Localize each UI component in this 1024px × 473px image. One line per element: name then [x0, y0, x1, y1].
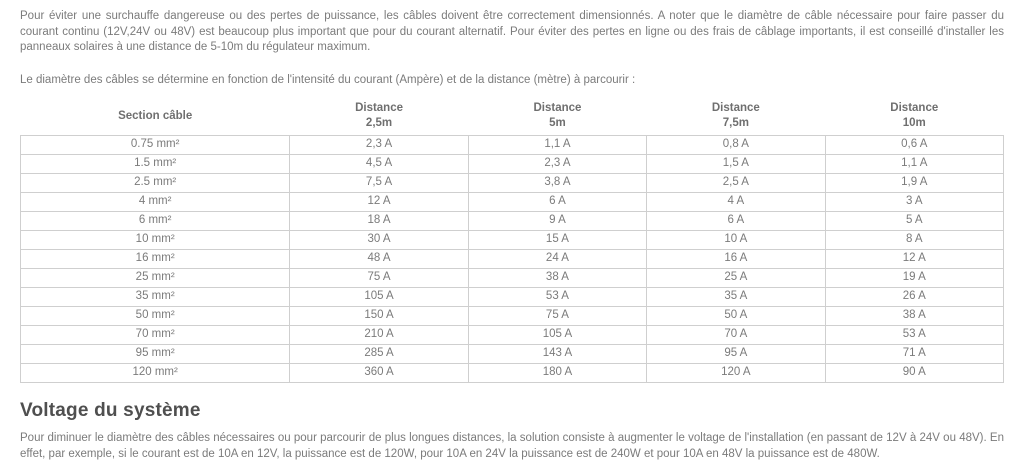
table-row: [21, 231, 1004, 250]
ampere-cell: 15 A: [468, 231, 646, 250]
ampere-cell: 38 A: [468, 269, 646, 288]
ampere-cell: 35 A: [647, 288, 825, 307]
table-row: [21, 364, 1004, 383]
section-cell: 120 mm²: [21, 364, 290, 383]
ampere-cell: 18 A: [290, 212, 468, 231]
table-row: [21, 250, 1004, 269]
section-cell: 1.5 mm²: [21, 155, 290, 174]
ampere-cell: 12 A: [290, 193, 468, 212]
section-cell: 25 mm²: [21, 269, 290, 288]
ampere-cell: 4,5 A: [290, 155, 468, 174]
ampere-cell: 0,8 A: [647, 136, 825, 155]
ampere-cell: 12 A: [825, 250, 1003, 269]
section-cell: 95 mm²: [21, 345, 290, 364]
ampere-cell: 30 A: [290, 231, 468, 250]
ampere-cell: 2,5 A: [647, 174, 825, 193]
ampere-cell: 53 A: [825, 326, 1003, 345]
section-cell: 2.5 mm²: [21, 174, 290, 193]
ampere-cell: 285 A: [290, 345, 468, 364]
ampere-cell: 150 A: [290, 307, 468, 326]
ampere-cell: 105 A: [468, 326, 646, 345]
section-cell: 10 mm²: [21, 231, 290, 250]
ampere-cell: 2,3 A: [290, 136, 468, 155]
ampere-cell: 0,6 A: [825, 136, 1003, 155]
section-cell: 35 mm²: [21, 288, 290, 307]
section-cell: 16 mm²: [21, 250, 290, 269]
ampere-cell: 2,3 A: [468, 155, 646, 174]
ampere-cell: 143 A: [468, 345, 646, 364]
table-row: [21, 326, 1004, 345]
ampere-cell: 105 A: [290, 288, 468, 307]
ampere-cell: 53 A: [468, 288, 646, 307]
ampere-cell: 1,5 A: [647, 155, 825, 174]
ampere-cell: 3,8 A: [468, 174, 646, 193]
distance-label: Distance: [890, 102, 939, 114]
section-cell: 50 mm²: [21, 307, 290, 326]
table-row: [21, 136, 1004, 155]
ampere-cell: 71 A: [825, 345, 1003, 364]
ampere-cell: 38 A: [825, 307, 1003, 326]
section-cell: 6 mm²: [21, 212, 290, 231]
ampere-cell: 6 A: [468, 193, 646, 212]
ampere-cell: 5 A: [825, 212, 1003, 231]
ampere-cell: 70 A: [647, 326, 825, 345]
distance-value: 7,5m: [722, 117, 749, 129]
ampere-cell: 10 A: [647, 231, 825, 250]
voltage-paragraph: Pour diminuer le diamètre des câbles nécessaires ou pour parcourir de plus longues distances, la solution consiste à augmenter le voltage de l'installation (en passant de 12V à 24V ou 48V). En effet, par exemple, si le courant est de 10A en 12V, la puissance est de 120W, pour 10A en 24V la puissance est de 240W et pour 10A en 48V la puissance est de 480W.: [20, 432, 1004, 460]
table-row: [21, 288, 1004, 307]
distance-value: 2,5m: [365, 117, 393, 129]
table-row: [21, 193, 1004, 212]
column-header-distance-5m: [468, 98, 646, 136]
table-row: [21, 269, 1004, 288]
ampere-cell: 180 A: [468, 364, 646, 383]
ampere-cell: 16 A: [647, 250, 825, 269]
ampere-cell: 24 A: [468, 250, 646, 269]
distance-label: Distance: [533, 102, 582, 114]
ampere-cell: 1,1 A: [468, 136, 646, 155]
ampere-cell: 4 A: [647, 193, 825, 212]
distance-value: 10m: [902, 117, 926, 129]
ampere-cell: 1,9 A: [825, 174, 1003, 193]
ampere-cell: 1,1 A: [825, 155, 1003, 174]
distance-label: Distance: [711, 102, 760, 114]
column-header-distance-7-5m: [647, 98, 825, 136]
ampere-cell: 25 A: [647, 269, 825, 288]
ampere-cell: 360 A: [290, 364, 468, 383]
cable-sizing-table: [20, 98, 1004, 383]
table-row: [21, 174, 1004, 193]
table-row: [21, 345, 1004, 364]
ampere-cell: 9 A: [468, 212, 646, 231]
distance-value: 5m: [549, 117, 566, 129]
ampere-cell: 8 A: [825, 231, 1003, 250]
ampere-cell: 7,5 A: [290, 174, 468, 193]
ampere-cell: 120 A: [647, 364, 825, 383]
column-header-section: Section câble: [118, 109, 193, 122]
section-cell: 70 mm²: [21, 326, 290, 345]
table-row: [21, 307, 1004, 326]
table-row: [21, 155, 1004, 174]
ampere-cell: 95 A: [647, 345, 825, 364]
ampere-cell: 50 A: [647, 307, 825, 326]
distance-label: Distance: [355, 102, 403, 114]
column-header-distance-2-5m: [290, 98, 468, 136]
ampere-cell: 48 A: [290, 250, 468, 269]
column-header-distance-10m: [825, 98, 1003, 136]
ampere-cell: 75 A: [468, 307, 646, 326]
ampere-cell: 6 A: [647, 212, 825, 231]
ampere-cell: 75 A: [290, 269, 468, 288]
section-heading-voltage: Voltage du système: [20, 400, 201, 421]
table-intro-text: Le diamètre des câbles se détermine en fonction de l'intensité du courant (Ampère) et de la distance (mètre) à parcourir :: [20, 73, 636, 86]
section-cell: 4 mm²: [21, 193, 290, 212]
intro-paragraph: Pour éviter une surchauffe dangereuse ou des pertes de puissance, les câbles doivent être correctement dimensionnés. A noter que le diamètre de câble nécessaire pour faire passer du courant continu (12V,24V ou 48V) est beaucoup plus important que pour du courant alternatif. Pour éviter des pertes en ligne ou des frais de câblage importants, il est conseillé d'installer les panneaux solaires à une distance de 5-10m du régulateur maximum.: [20, 10, 1004, 53]
table-row: [21, 212, 1004, 231]
section-cell: 0.75 mm²: [21, 136, 290, 155]
ampere-cell: 3 A: [825, 193, 1003, 212]
ampere-cell: 90 A: [825, 364, 1003, 383]
ampere-cell: 19 A: [825, 269, 1003, 288]
ampere-cell: 26 A: [825, 288, 1003, 307]
table-header-row: [21, 98, 1004, 136]
ampere-cell: 210 A: [290, 326, 468, 345]
